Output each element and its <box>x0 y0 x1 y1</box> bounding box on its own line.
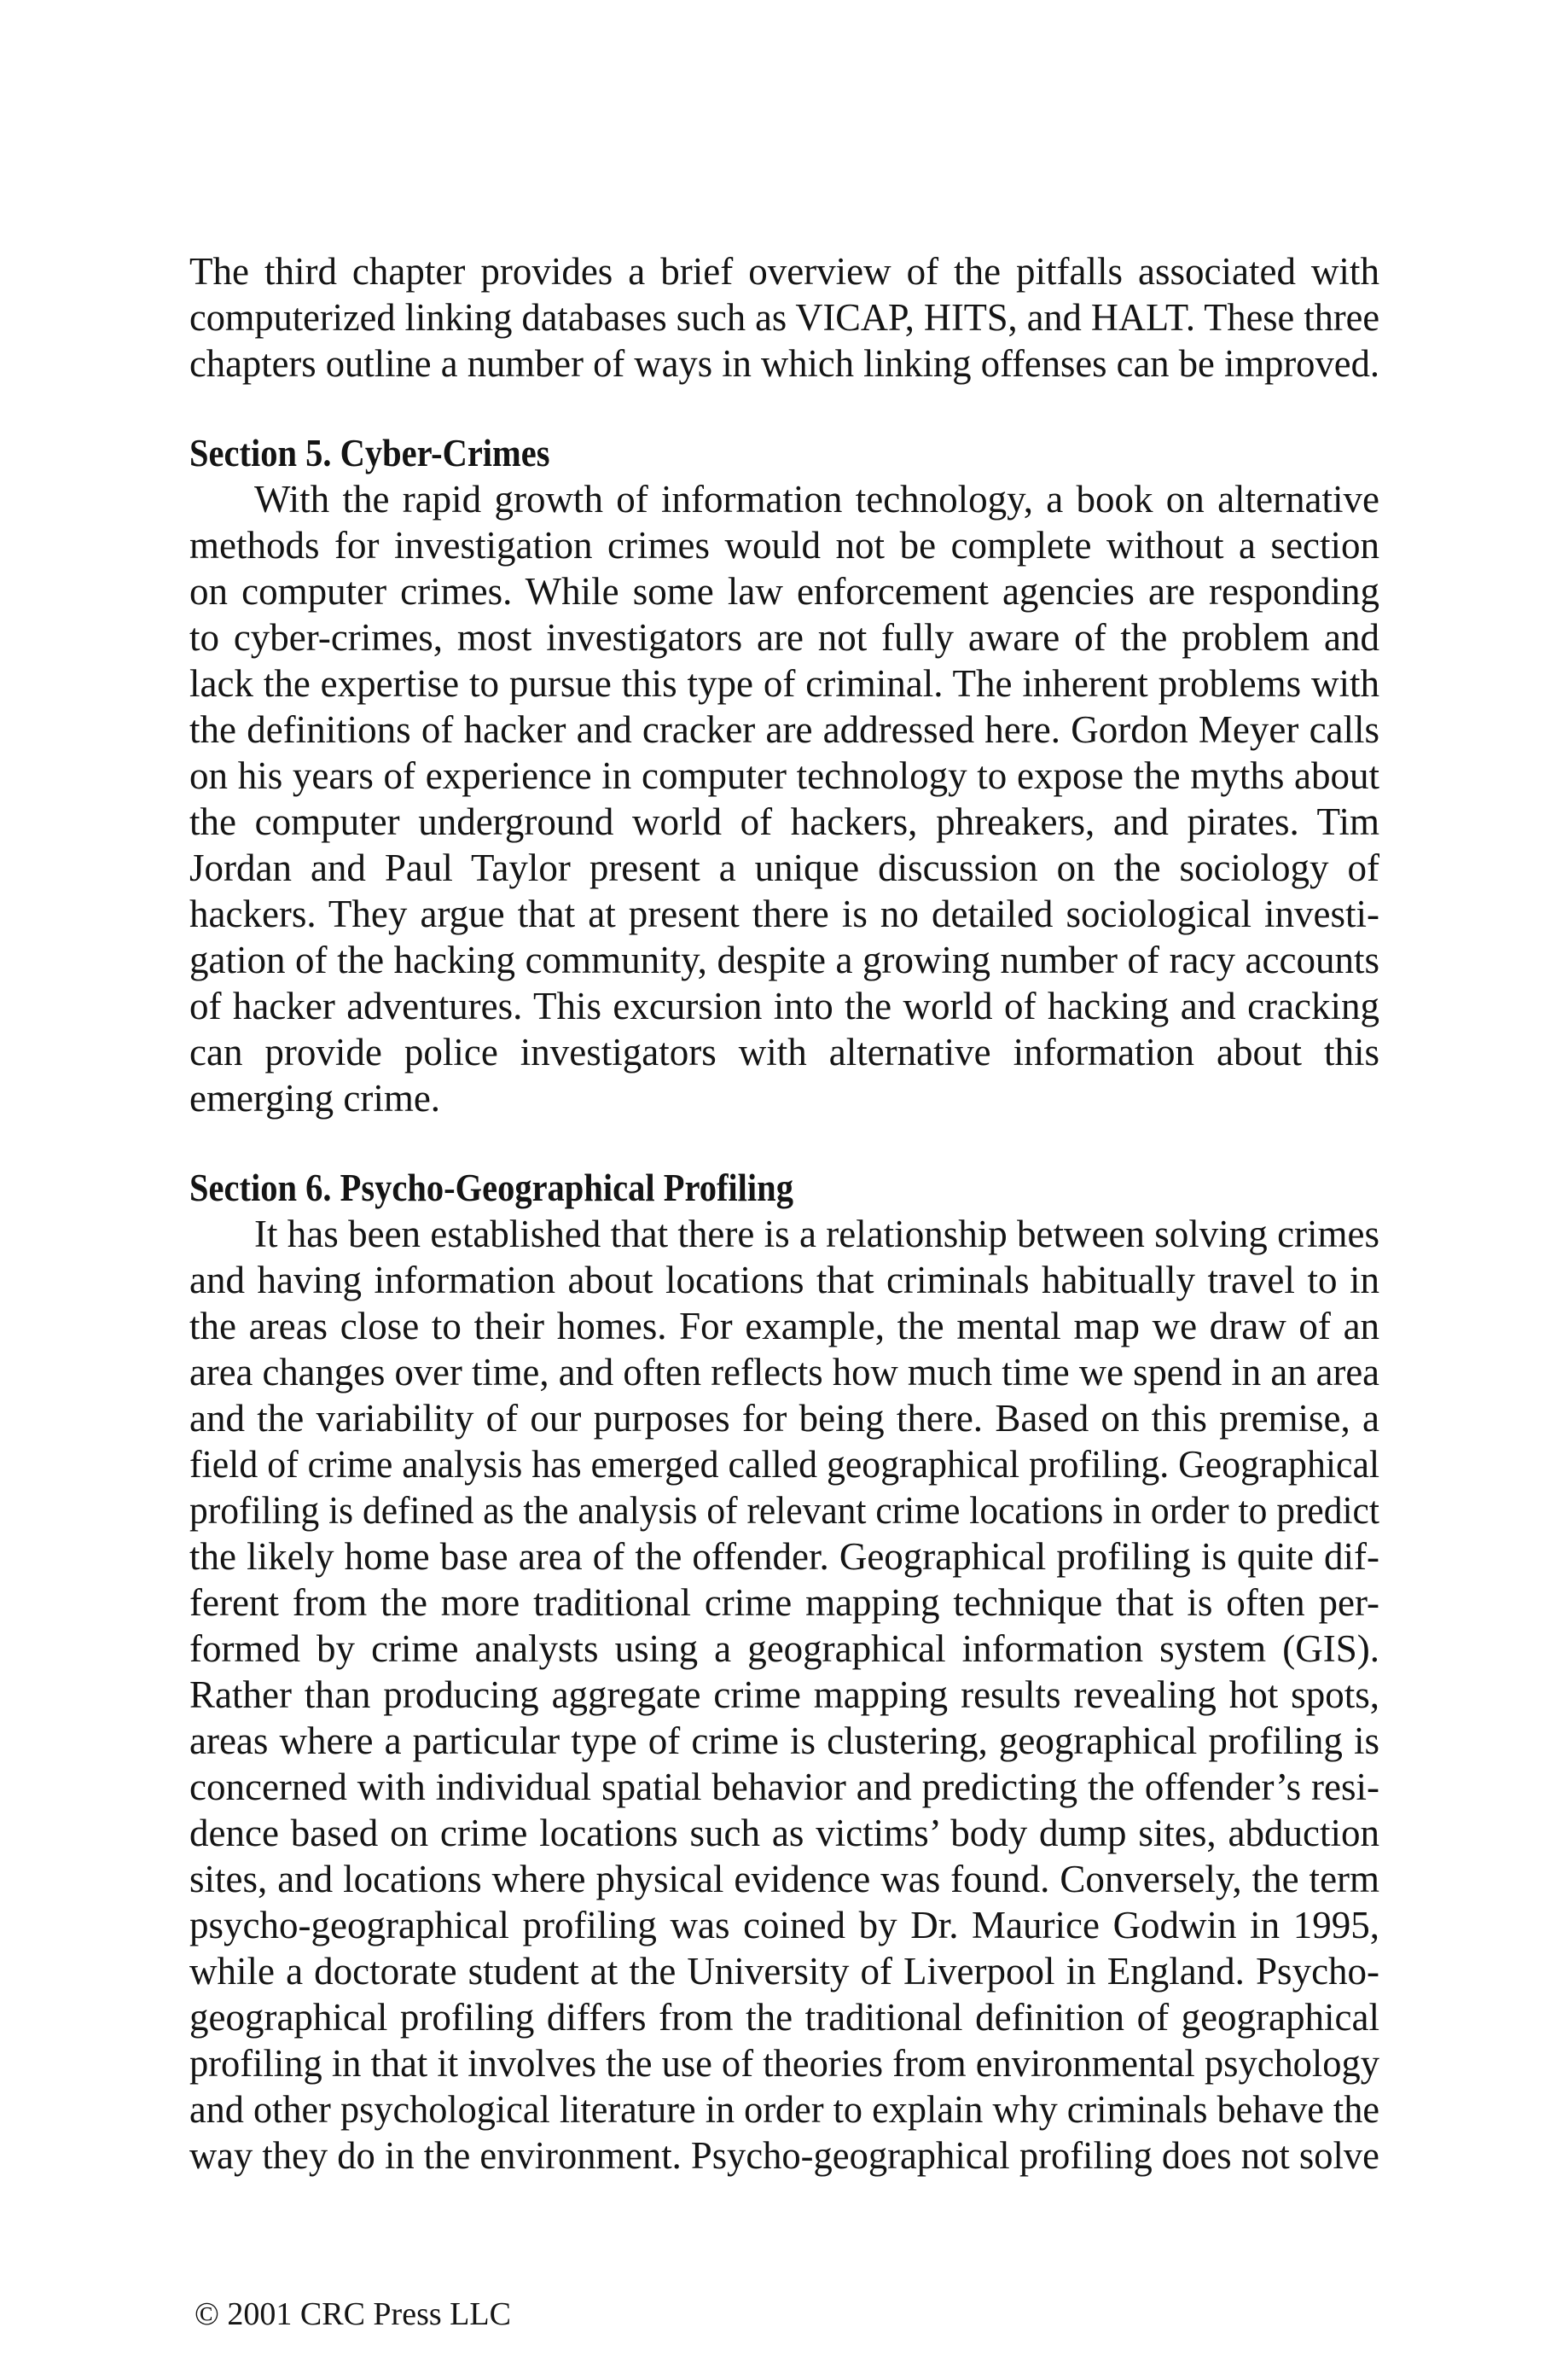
text-line: the likely home base area of the offender. Geographical profiling is quite dif- <box>189 1535 1380 1578</box>
text-line: chapters outline a number of ways in which linking offenses can be improved. <box>189 342 1380 385</box>
text-line: ferent from the more traditional crime mapping technique that is often per- <box>189 1581 1380 1624</box>
text-line: and having information about locations that criminals habitually travel to in <box>189 1259 1379 1301</box>
text-line: psycho-geographical profiling was coined by Dr. Maurice Godwin in 1995, <box>189 1904 1379 1946</box>
section-heading: Section 5. Cyber-Crimes <box>189 432 550 474</box>
text-line: the areas close to their homes. For example, the mental map we draw of an <box>189 1305 1380 1347</box>
text-line: the computer underground world of hackers, phreakers, and pirates. Tim <box>189 800 1379 843</box>
text-line: methods for investigation crimes would not be complete without a section <box>189 524 1380 567</box>
text-line: emerging crime. <box>189 1077 441 1120</box>
text-line: profiling in that it involves the use of theories from environmental psychology <box>189 2042 1380 2085</box>
text-line: and the variability of our purposes for being there. Based on this premise, a <box>189 1397 1380 1440</box>
section-heading: Section 6. Psycho-Geographical Profiling <box>189 1167 793 1209</box>
text-line: lack the expertise to pursue this type of criminal. The inherent problems with <box>189 662 1379 705</box>
text-line: field of crime analysis has emerged called geographical profiling. Geographical <box>189 1443 1380 1486</box>
text-line: Jordan and Paul Taylor present a unique discussion on the sociology of <box>189 847 1379 889</box>
text-line: computerized linking databases such as VICAP, HITS, and HALT. These three <box>189 296 1380 339</box>
text-line: and other psychological literature in order to explain why criminals behave the <box>189 2088 1380 2131</box>
text-line: profiling is defined as the analysis of relevant crime locations in order to predict <box>189 1489 1379 1532</box>
text-line: on computer crimes. While some law enforcement agencies are responding <box>189 570 1379 613</box>
text-line: Rather than producing aggregate crime mapping results revealing hot spots, <box>189 1673 1379 1716</box>
text-line: can provide police investigators with alternative information about this <box>189 1031 1380 1073</box>
text-line: dence based on crime locations such as victims’ body dump sites, abduction <box>189 1812 1379 1854</box>
intro-paragraph <box>189 248 1379 387</box>
text-line: With the rapid growth of information technology, a book on alternative <box>254 478 1379 521</box>
text-line: The third chapter provides a brief overview of the pitfalls associated with <box>189 250 1379 293</box>
section-paragraph <box>189 1211 1379 2179</box>
text-line: on his years of experience in computer technology to expose the myths about <box>189 754 1380 797</box>
text-line: to cyber-crimes, most investigators are not fully aware of the problem and <box>189 616 1379 659</box>
text-line: formed by crime analysts using a geographical information system (GIS). <box>189 1627 1379 1670</box>
section-paragraph <box>189 476 1379 1121</box>
text-line: way they do in the environment. Psycho-geographical profiling does not solve <box>189 2134 1379 2177</box>
text-line: hackers. They argue that at present there is no detailed sociological investi- <box>189 893 1380 935</box>
page-body <box>189 248 1379 2179</box>
text-line: area changes over time, and often reflects how much time we spend in an area <box>189 1351 1379 1393</box>
text-line: the definitions of hacker and cracker are addressed here. Gordon Meyer calls <box>189 708 1380 751</box>
text-line: gation of the hacking community, despite a growing number of racy accounts <box>189 939 1379 981</box>
text-line: areas where a particular type of crime is clustering, geographical profiling is <box>189 1719 1380 1762</box>
text-line: while a doctorate student at the University of Liverpool in England. Psycho- <box>189 1950 1380 1993</box>
text-line: of hacker adventures. This excursion into the world of hacking and cracking <box>189 985 1379 1027</box>
text-line: It has been established that there is a relationship between solving crimes <box>254 1213 1380 1255</box>
section-psycho-geographical-profiling <box>189 1165 1379 2179</box>
section-cyber-crimes <box>189 430 1379 1121</box>
text-line: sites, and locations where physical evidence was found. Conversely, the term <box>189 1858 1380 1900</box>
text-line: concerned with individual spatial behavior and predicting the offender’s resi- <box>189 1766 1379 1808</box>
copyright-footer: © 2001 CRC Press LLC <box>195 2296 511 2332</box>
text-line: geographical profiling differs from the traditional definition of geographical <box>189 1996 1379 2039</box>
